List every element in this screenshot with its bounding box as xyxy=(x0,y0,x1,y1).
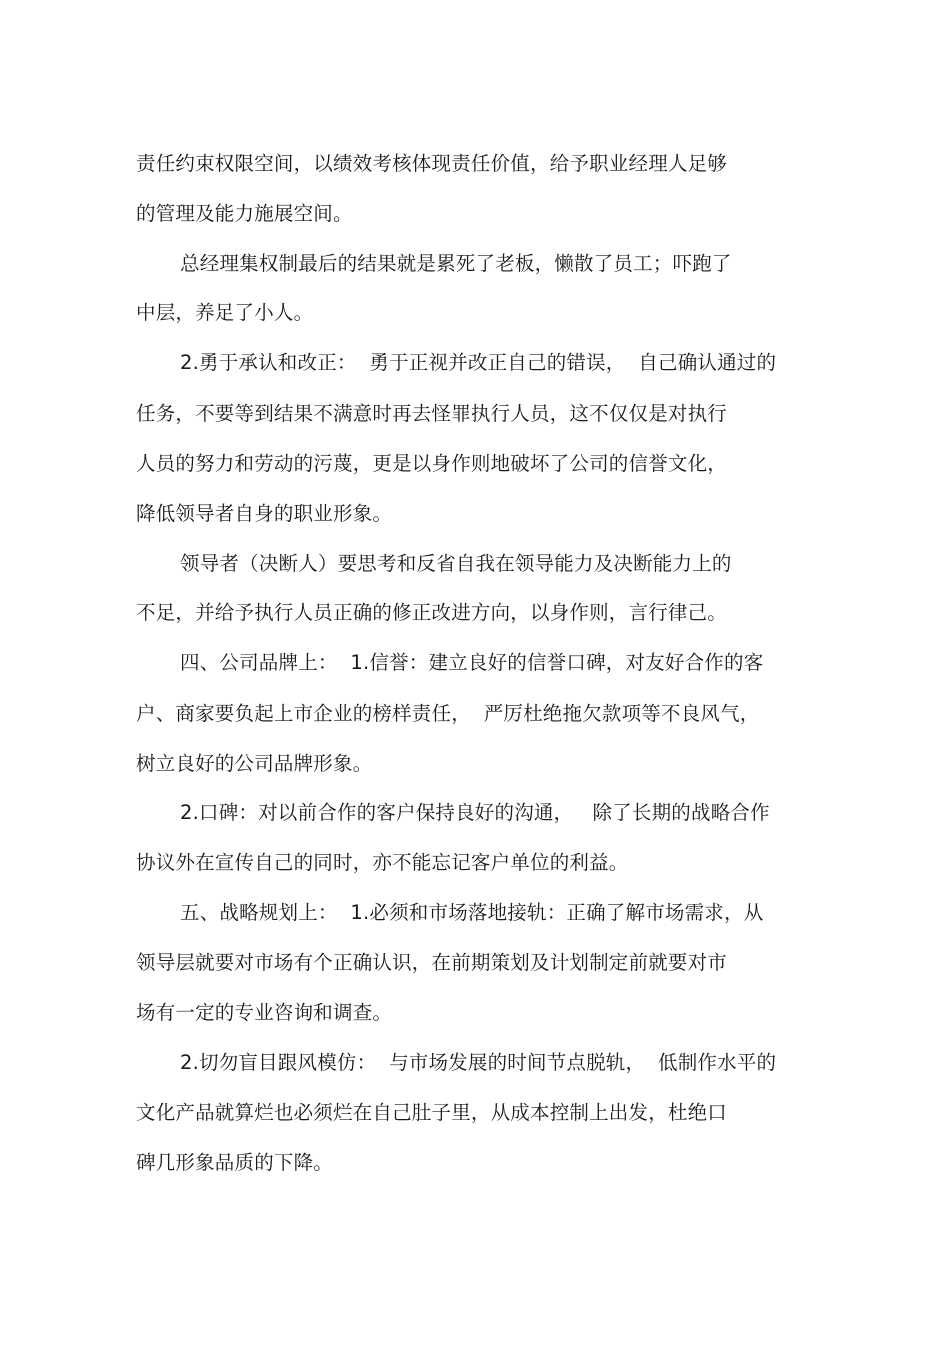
text-line: 人员的努力和劳动的污蔑，更是以身作则地破坏了公司的信誉文化， xyxy=(136,452,728,475)
paragraph-first-line: 2.口碑：对以前合作的客户保持良好的沟通， 除了长期的战略合作 xyxy=(180,801,770,824)
text-line: 的管理及能力施展空间。 xyxy=(136,202,353,225)
text-line: 场有一定的专业咨询和调查。 xyxy=(136,1001,393,1024)
text-line: 领导层就要对市场有个正确认识，在前期策划及计划制定前就要对市 xyxy=(136,951,728,974)
paragraph-first-line: 总经理集权制最后的结果就是累死了老板，懒散了员工；吓跑了 xyxy=(180,252,732,275)
paragraph-first-line: 四、公司品牌上： 1.信誉：建立良好的信誉口碑，对友好合作的客 xyxy=(180,651,764,674)
text-line: 文化产品就算烂也必须烂在自己肚子里，从成本控制上出发，杜绝口 xyxy=(136,1101,728,1124)
paragraph-first-line: 五、战略规划上： 1.必须和市场落地接轨：正确了解市场需求，从 xyxy=(180,901,764,924)
paragraph-first-line: 领导者（决断人）要思考和反省自我在领导能力及决断能力上的 xyxy=(180,552,732,575)
text-line: 户、商家要负起上市企业的榜样责任， 严厉杜绝拖欠款项等不良风气， xyxy=(136,702,760,725)
text-line: 中层，养足了小人。 xyxy=(136,301,314,324)
text-line: 协议外在宣传自己的同时，亦不能忘记客户单位的利益。 xyxy=(136,851,629,874)
text-line: 降低领导者自身的职业形象。 xyxy=(136,502,393,525)
paragraph-first-line: 2.切勿盲目跟风模仿： 与市场发展的时间节点脱轨， 低制作水平的 xyxy=(180,1051,777,1074)
paragraph-first-line: 2.勇于承认和改正： 勇于正视并改正自己的错误， 自己确认通过的 xyxy=(180,351,777,374)
text-line: 责任约束权限空间，以绩效考核体现责任价值，给予职业经理人足够 xyxy=(136,152,728,175)
text-line: 任务，不要等到结果不满意时再去怪罪执行人员，这不仅仅是对执行 xyxy=(136,402,728,425)
text-line: 树立良好的公司品牌形象。 xyxy=(136,752,373,775)
text-line: 碑几形象品质的下降。 xyxy=(136,1151,334,1174)
text-line: 不足，并给予执行人员正确的修正改进方向，以身作则，言行律己。 xyxy=(136,601,728,624)
